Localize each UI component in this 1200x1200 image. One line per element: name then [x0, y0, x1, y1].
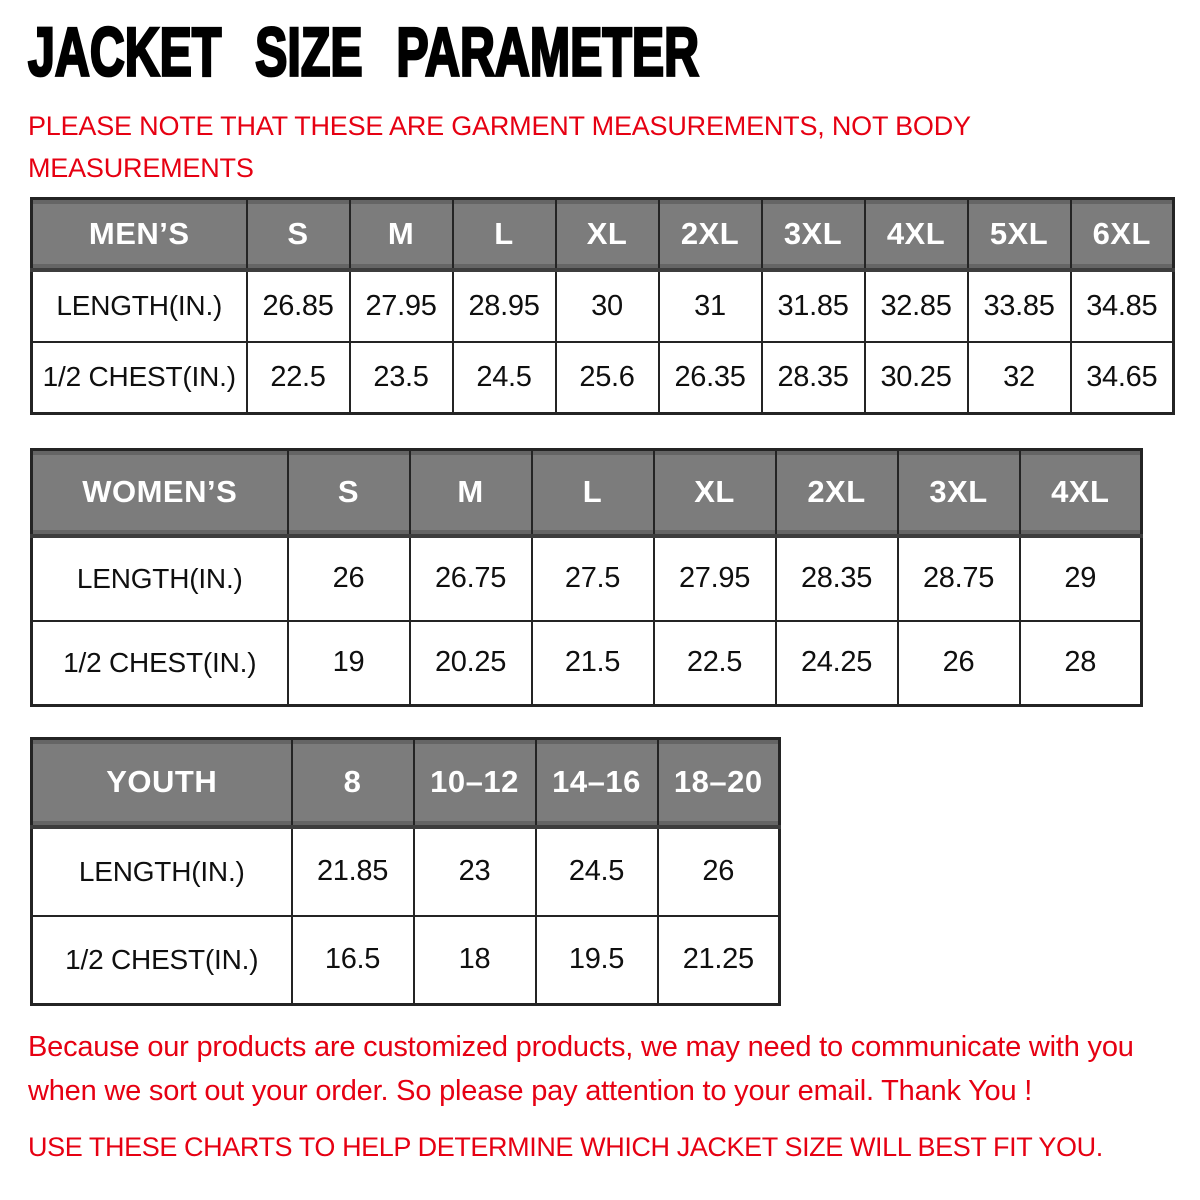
mens-measurement-row: [32, 342, 1174, 414]
womens-size-header-cell: 4XL: [1020, 450, 1142, 536]
womens-size-header-cell: S: [288, 450, 410, 536]
womens-measurement-row: [32, 621, 1142, 706]
measurement-value-cell: 23: [414, 827, 536, 916]
measurement-value-cell: 20.25: [410, 621, 532, 706]
measurement-value-cell: 21.25: [658, 916, 780, 1005]
mens-size-header-cell: S: [247, 199, 350, 270]
row-label-cell: 1/2 CHEST(IN.): [32, 916, 292, 1005]
measurement-value-cell: 32.85: [865, 270, 968, 342]
measurement-value-cell: 27.95: [654, 536, 776, 621]
womens-size-header-cell: XL: [654, 450, 776, 536]
row-label-cell: 1/2 CHEST(IN.): [32, 342, 247, 414]
page-title: [28, 14, 888, 91]
measurement-value-cell: 28.35: [762, 342, 865, 414]
measurement-value-cell: 32: [968, 342, 1071, 414]
row-label-cell: 1/2 CHEST(IN.): [32, 621, 288, 706]
youth-size-header-cell: 14–16: [536, 739, 658, 827]
youth-measurement-row: [32, 827, 780, 916]
measurement-value-cell: 22.5: [247, 342, 350, 414]
youth-header-row: [32, 739, 780, 827]
measurement-value-cell: 28.35: [776, 536, 898, 621]
measurement-value-cell: 28.75: [898, 536, 1020, 621]
measurement-value-cell: 34.65: [1071, 342, 1174, 414]
measurement-value-cell: 19.5: [536, 916, 658, 1005]
measurement-value-cell: 26: [658, 827, 780, 916]
measurement-value-cell: 26: [898, 621, 1020, 706]
womens-size-header-cell: L: [532, 450, 654, 536]
measurement-value-cell: 28: [1020, 621, 1142, 706]
measurement-value-cell: 23.5: [350, 342, 453, 414]
womens-size-header-cell: 2XL: [776, 450, 898, 536]
fit-advice: USE THESE CHARTS TO HELP DETERMINE WHICH JACKET SIZE WILL BEST FIT YOU.: [28, 1132, 1103, 1162]
mens-size-header-cell: M: [350, 199, 453, 270]
measurement-value-cell: 26.75: [410, 536, 532, 621]
youth-measurement-row: [32, 916, 780, 1005]
measurement-value-cell: 28.95: [453, 270, 556, 342]
womens-table-title-cell: WOMEN’S: [32, 450, 288, 536]
measurement-value-cell: 31.85: [762, 270, 865, 342]
measurement-value-cell: 18: [414, 916, 536, 1005]
measurement-value-cell: 26: [288, 536, 410, 621]
measurement-value-cell: 27.95: [350, 270, 453, 342]
row-label-cell: LENGTH(IN.): [32, 270, 247, 342]
mens-size-header-cell: 5XL: [968, 199, 1071, 270]
measurement-value-cell: 27.5: [532, 536, 654, 621]
mens-size-header-cell: 2XL: [659, 199, 762, 270]
mens-size-header-cell: 6XL: [1071, 199, 1174, 270]
measurement-value-cell: 24.25: [776, 621, 898, 706]
row-label-cell: LENGTH(IN.): [32, 827, 292, 916]
youth-size-header-cell: 18–20: [658, 739, 780, 827]
womens-header-row: [32, 450, 1142, 536]
page-title-text: JACKET SIZE PARAMETER: [28, 14, 700, 91]
youth-size-header-cell: 8: [292, 739, 414, 827]
mens-header-row: [32, 199, 1174, 270]
mens-size-header-cell: XL: [556, 199, 659, 270]
measurement-value-cell: 21.85: [292, 827, 414, 916]
customization-notice: Because our products are customized products, we may need to communicate with you when we sort out your order. So please pay attention to your email. Thank You !: [28, 1031, 1134, 1107]
womens-measurement-row: [32, 536, 1142, 621]
youth-table-title-cell: YOUTH: [32, 739, 292, 827]
measurement-value-cell: 26.85: [247, 270, 350, 342]
mens-measurement-row: [32, 270, 1174, 342]
measurement-value-cell: 25.6: [556, 342, 659, 414]
measurement-value-cell: 21.5: [532, 621, 654, 706]
mens-size-header-cell: L: [453, 199, 556, 270]
measurement-value-cell: 24.5: [536, 827, 658, 916]
measurement-value-cell: 33.85: [968, 270, 1071, 342]
mens-size-header-cell: 3XL: [762, 199, 865, 270]
womens-size-header-cell: M: [410, 450, 532, 536]
measurement-value-cell: 34.85: [1071, 270, 1174, 342]
womens-size-table: [30, 448, 1143, 707]
youth-size-table: [30, 737, 781, 1006]
measurement-value-cell: 19: [288, 621, 410, 706]
mens-size-table: [30, 197, 1175, 415]
measurement-value-cell: 22.5: [654, 621, 776, 706]
measurement-value-cell: 29: [1020, 536, 1142, 621]
womens-size-header-cell: 3XL: [898, 450, 1020, 536]
measurement-value-cell: 24.5: [453, 342, 556, 414]
measurement-value-cell: 31: [659, 270, 762, 342]
measurement-value-cell: 26.35: [659, 342, 762, 414]
row-label-cell: LENGTH(IN.): [32, 536, 288, 621]
youth-size-header-cell: 10–12: [414, 739, 536, 827]
measurement-value-cell: 30.25: [865, 342, 968, 414]
measurement-value-cell: 30: [556, 270, 659, 342]
mens-size-header-cell: 4XL: [865, 199, 968, 270]
mens-table-title-cell: MEN’S: [32, 199, 247, 270]
measurement-value-cell: 16.5: [292, 916, 414, 1005]
garment-measurement-note: PLEASE NOTE THAT THESE ARE GARMENT MEASUREMENTS, NOT BODY MEASUREMENTS: [28, 111, 971, 183]
